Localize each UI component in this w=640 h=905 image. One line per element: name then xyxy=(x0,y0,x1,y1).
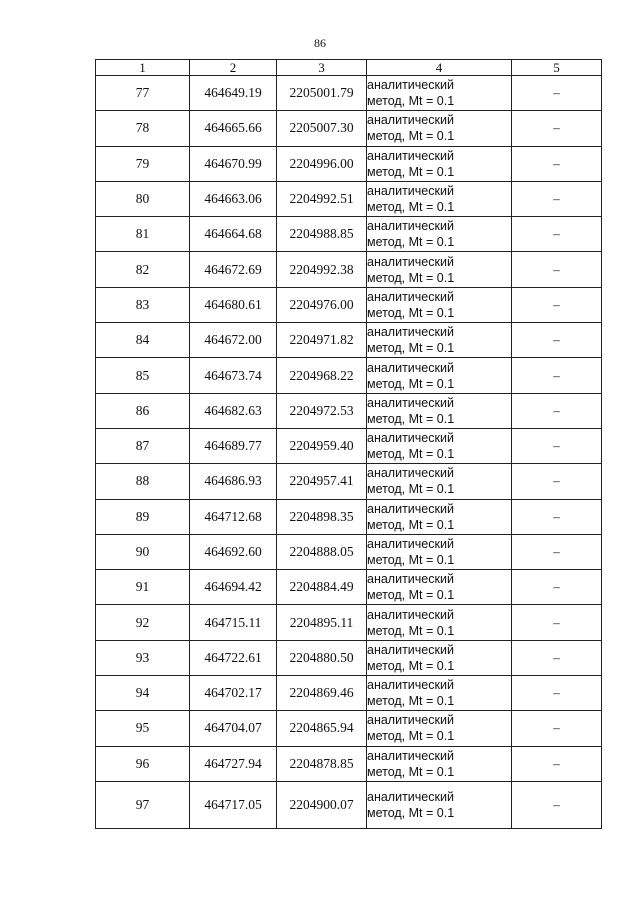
method-line-1: аналитический xyxy=(367,219,454,234)
method-line-2: метод, Mt = 0.1 xyxy=(367,94,455,109)
y-coordinate-cell: 2204976.00 xyxy=(277,287,367,322)
method-line-2: метод, Mt = 0.1 xyxy=(367,129,455,144)
note-cell: – xyxy=(512,323,602,358)
x-coordinate-cell: 464682.63 xyxy=(190,393,277,428)
method-cell xyxy=(367,287,512,322)
method-line-2: метод, Mt = 0.1 xyxy=(367,305,455,320)
method-cell xyxy=(367,464,512,499)
table-row xyxy=(96,781,602,828)
y-coordinate-cell: 2204884.49 xyxy=(277,570,367,605)
table-row xyxy=(96,534,602,569)
point-number-cell: 79 xyxy=(96,146,190,181)
y-coordinate-cell: 2204971.82 xyxy=(277,323,367,358)
y-coordinate-cell: 2204988.85 xyxy=(277,217,367,252)
method-cell xyxy=(367,76,512,111)
point-number-cell: 78 xyxy=(96,111,190,146)
note-cell: – xyxy=(512,252,602,287)
x-coordinate-cell: 464722.61 xyxy=(190,640,277,675)
method-line-2: метод, Mt = 0.1 xyxy=(367,447,455,462)
x-coordinate-cell: 464704.07 xyxy=(190,711,277,746)
method-line-1: аналитический xyxy=(367,642,454,657)
point-number-cell: 96 xyxy=(96,746,190,781)
method-cell xyxy=(367,711,512,746)
table-row xyxy=(96,640,602,675)
point-number-cell: 92 xyxy=(96,605,190,640)
point-number-cell: 77 xyxy=(96,76,190,111)
x-coordinate-cell: 464663.06 xyxy=(190,181,277,216)
note-cell: – xyxy=(512,676,602,711)
note-cell: – xyxy=(512,358,602,393)
point-number-cell: 91 xyxy=(96,570,190,605)
x-coordinate-cell: 464715.11 xyxy=(190,605,277,640)
table-row xyxy=(96,570,602,605)
point-number-cell: 90 xyxy=(96,534,190,569)
method-line-2: метод, Mt = 0.1 xyxy=(367,482,455,497)
note-cell: – xyxy=(512,781,602,828)
method-line-2: метод, Mt = 0.1 xyxy=(367,341,455,356)
method-cell xyxy=(367,640,512,675)
point-number-cell: 88 xyxy=(96,464,190,499)
note-cell: – xyxy=(512,76,602,111)
note-cell: – xyxy=(512,534,602,569)
x-coordinate-cell: 464664.68 xyxy=(190,217,277,252)
x-coordinate-cell: 464702.17 xyxy=(190,676,277,711)
point-number-cell: 95 xyxy=(96,711,190,746)
y-coordinate-cell: 2204968.22 xyxy=(277,358,367,393)
note-cell: – xyxy=(512,640,602,675)
method-line-2: метод, Mt = 0.1 xyxy=(367,658,455,673)
method-cell xyxy=(367,570,512,605)
table-row xyxy=(96,393,602,428)
method-line-2: метод, Mt = 0.1 xyxy=(367,376,455,391)
note-cell: – xyxy=(512,605,602,640)
method-line-1: аналитический xyxy=(367,537,454,551)
y-coordinate-cell: 2204992.51 xyxy=(277,181,367,216)
method-cell xyxy=(367,252,512,287)
y-coordinate-cell: 2204992.38 xyxy=(277,252,367,287)
note-cell: – xyxy=(512,111,602,146)
method-line-2: метод, Mt = 0.1 xyxy=(367,270,455,285)
point-number-cell: 81 xyxy=(96,217,190,252)
table-row xyxy=(96,76,602,111)
x-coordinate-cell: 464665.66 xyxy=(190,111,277,146)
x-coordinate-cell: 464689.77 xyxy=(190,428,277,463)
x-coordinate-cell: 464727.94 xyxy=(190,746,277,781)
y-coordinate-cell: 2205001.79 xyxy=(277,76,367,111)
table-row xyxy=(96,323,602,358)
x-coordinate-cell: 464670.99 xyxy=(190,146,277,181)
x-coordinate-cell: 464672.00 xyxy=(190,323,277,358)
x-coordinate-cell: 464694.42 xyxy=(190,570,277,605)
method-cell xyxy=(367,111,512,146)
point-number-cell: 94 xyxy=(96,676,190,711)
note-cell: – xyxy=(512,570,602,605)
table-row xyxy=(96,499,602,534)
note-cell: – xyxy=(512,217,602,252)
method-line-2: метод, Mt = 0.1 xyxy=(367,805,455,820)
table-row xyxy=(96,181,602,216)
method-line-1: аналитический xyxy=(367,113,454,128)
note-cell: – xyxy=(512,146,602,181)
table-row xyxy=(96,111,602,146)
table-header-row xyxy=(96,60,602,76)
method-line-1: аналитический xyxy=(367,501,454,516)
point-number-cell: 84 xyxy=(96,323,190,358)
column-header: 3 xyxy=(277,60,367,76)
method-line-2: метод, Mt = 0.1 xyxy=(367,164,455,179)
method-line-2: метод, Mt = 0.1 xyxy=(367,517,455,532)
x-coordinate-cell: 464717.05 xyxy=(190,781,277,828)
method-cell xyxy=(367,605,512,640)
table-row xyxy=(96,287,602,322)
y-coordinate-cell: 2204880.50 xyxy=(277,640,367,675)
method-cell xyxy=(367,428,512,463)
y-coordinate-cell: 2204895.11 xyxy=(277,605,367,640)
method-line-2: метод, Mt = 0.1 xyxy=(367,623,455,638)
column-header: 1 xyxy=(96,60,190,76)
table-row xyxy=(96,746,602,781)
method-cell xyxy=(367,499,512,534)
method-line-1: аналитический xyxy=(367,289,454,304)
table-row xyxy=(96,252,602,287)
y-coordinate-cell: 2204900.07 xyxy=(277,781,367,828)
method-line-1: аналитический xyxy=(367,748,454,763)
x-coordinate-cell: 464672.69 xyxy=(190,252,277,287)
note-cell: – xyxy=(512,181,602,216)
table-row xyxy=(96,464,602,499)
method-line-1: аналитический xyxy=(367,713,454,728)
method-line-1: аналитический xyxy=(367,360,454,375)
method-line-1: аналитический xyxy=(367,678,454,693)
table-row xyxy=(96,428,602,463)
table-row xyxy=(96,676,602,711)
method-line-1: аналитический xyxy=(367,572,454,587)
x-coordinate-cell: 464686.93 xyxy=(190,464,277,499)
x-coordinate-cell: 464649.19 xyxy=(190,76,277,111)
method-cell xyxy=(367,746,512,781)
method-line-1: аналитический xyxy=(367,325,454,340)
note-cell: – xyxy=(512,428,602,463)
method-line-1: аналитический xyxy=(367,184,454,199)
method-line-1: аналитический xyxy=(367,148,454,163)
y-coordinate-cell: 2204865.94 xyxy=(277,711,367,746)
method-line-2: метод, Mt = 0.1 xyxy=(367,764,455,779)
note-cell: – xyxy=(512,464,602,499)
point-number-cell: 85 xyxy=(96,358,190,393)
method-cell xyxy=(367,323,512,358)
point-number-cell: 93 xyxy=(96,640,190,675)
point-number-cell: 97 xyxy=(96,781,190,828)
method-line-2: метод, Mt = 0.1 xyxy=(367,553,455,567)
column-header: 5 xyxy=(512,60,602,76)
y-coordinate-cell: 2204888.05 xyxy=(277,534,367,569)
method-line-1: аналитический xyxy=(367,466,454,481)
y-coordinate-cell: 2204996.00 xyxy=(277,146,367,181)
y-coordinate-cell: 2204959.40 xyxy=(277,428,367,463)
method-cell xyxy=(367,781,512,828)
y-coordinate-cell: 2204869.46 xyxy=(277,676,367,711)
x-coordinate-cell: 464712.68 xyxy=(190,499,277,534)
method-line-2: метод, Mt = 0.1 xyxy=(367,729,455,744)
y-coordinate-cell: 2204878.85 xyxy=(277,746,367,781)
table-row xyxy=(96,146,602,181)
method-line-2: метод, Mt = 0.1 xyxy=(367,694,455,709)
point-number-cell: 82 xyxy=(96,252,190,287)
table-row xyxy=(96,358,602,393)
note-cell: – xyxy=(512,746,602,781)
x-coordinate-cell: 464673.74 xyxy=(190,358,277,393)
method-cell xyxy=(367,358,512,393)
page-number: 86 xyxy=(314,36,326,50)
method-line-2: метод, Mt = 0.1 xyxy=(367,588,455,603)
method-cell xyxy=(367,217,512,252)
method-line-2: метод, Mt = 0.1 xyxy=(367,200,455,215)
method-line-1: аналитический xyxy=(367,607,454,622)
y-coordinate-cell: 2205007.30 xyxy=(277,111,367,146)
method-line-2: метод, Mt = 0.1 xyxy=(367,235,455,250)
point-number-cell: 87 xyxy=(96,428,190,463)
method-line-1: аналитический xyxy=(367,395,454,410)
y-coordinate-cell: 2204898.35 xyxy=(277,499,367,534)
y-coordinate-cell: 2204957.41 xyxy=(277,464,367,499)
method-cell xyxy=(367,534,512,569)
method-cell xyxy=(367,676,512,711)
point-number-cell: 83 xyxy=(96,287,190,322)
point-number-cell: 80 xyxy=(96,181,190,216)
method-line-1: аналитический xyxy=(367,78,454,93)
method-line-2: метод, Mt = 0.1 xyxy=(367,411,455,426)
note-cell: – xyxy=(512,287,602,322)
coordinates-table xyxy=(95,59,602,829)
table-row xyxy=(96,217,602,252)
x-coordinate-cell: 464692.60 xyxy=(190,534,277,569)
table-row xyxy=(96,711,602,746)
method-cell xyxy=(367,393,512,428)
point-number-cell: 86 xyxy=(96,393,190,428)
column-header: 4 xyxy=(367,60,512,76)
x-coordinate-cell: 464680.61 xyxy=(190,287,277,322)
column-header: 2 xyxy=(190,60,277,76)
table-row xyxy=(96,605,602,640)
note-cell: – xyxy=(512,393,602,428)
method-line-1: аналитический xyxy=(367,789,454,804)
note-cell: – xyxy=(512,499,602,534)
note-cell: – xyxy=(512,711,602,746)
method-line-1: аналитический xyxy=(367,431,454,446)
point-number-cell: 89 xyxy=(96,499,190,534)
method-line-1: аналитический xyxy=(367,254,454,269)
method-cell xyxy=(367,146,512,181)
y-coordinate-cell: 2204972.53 xyxy=(277,393,367,428)
method-cell xyxy=(367,181,512,216)
